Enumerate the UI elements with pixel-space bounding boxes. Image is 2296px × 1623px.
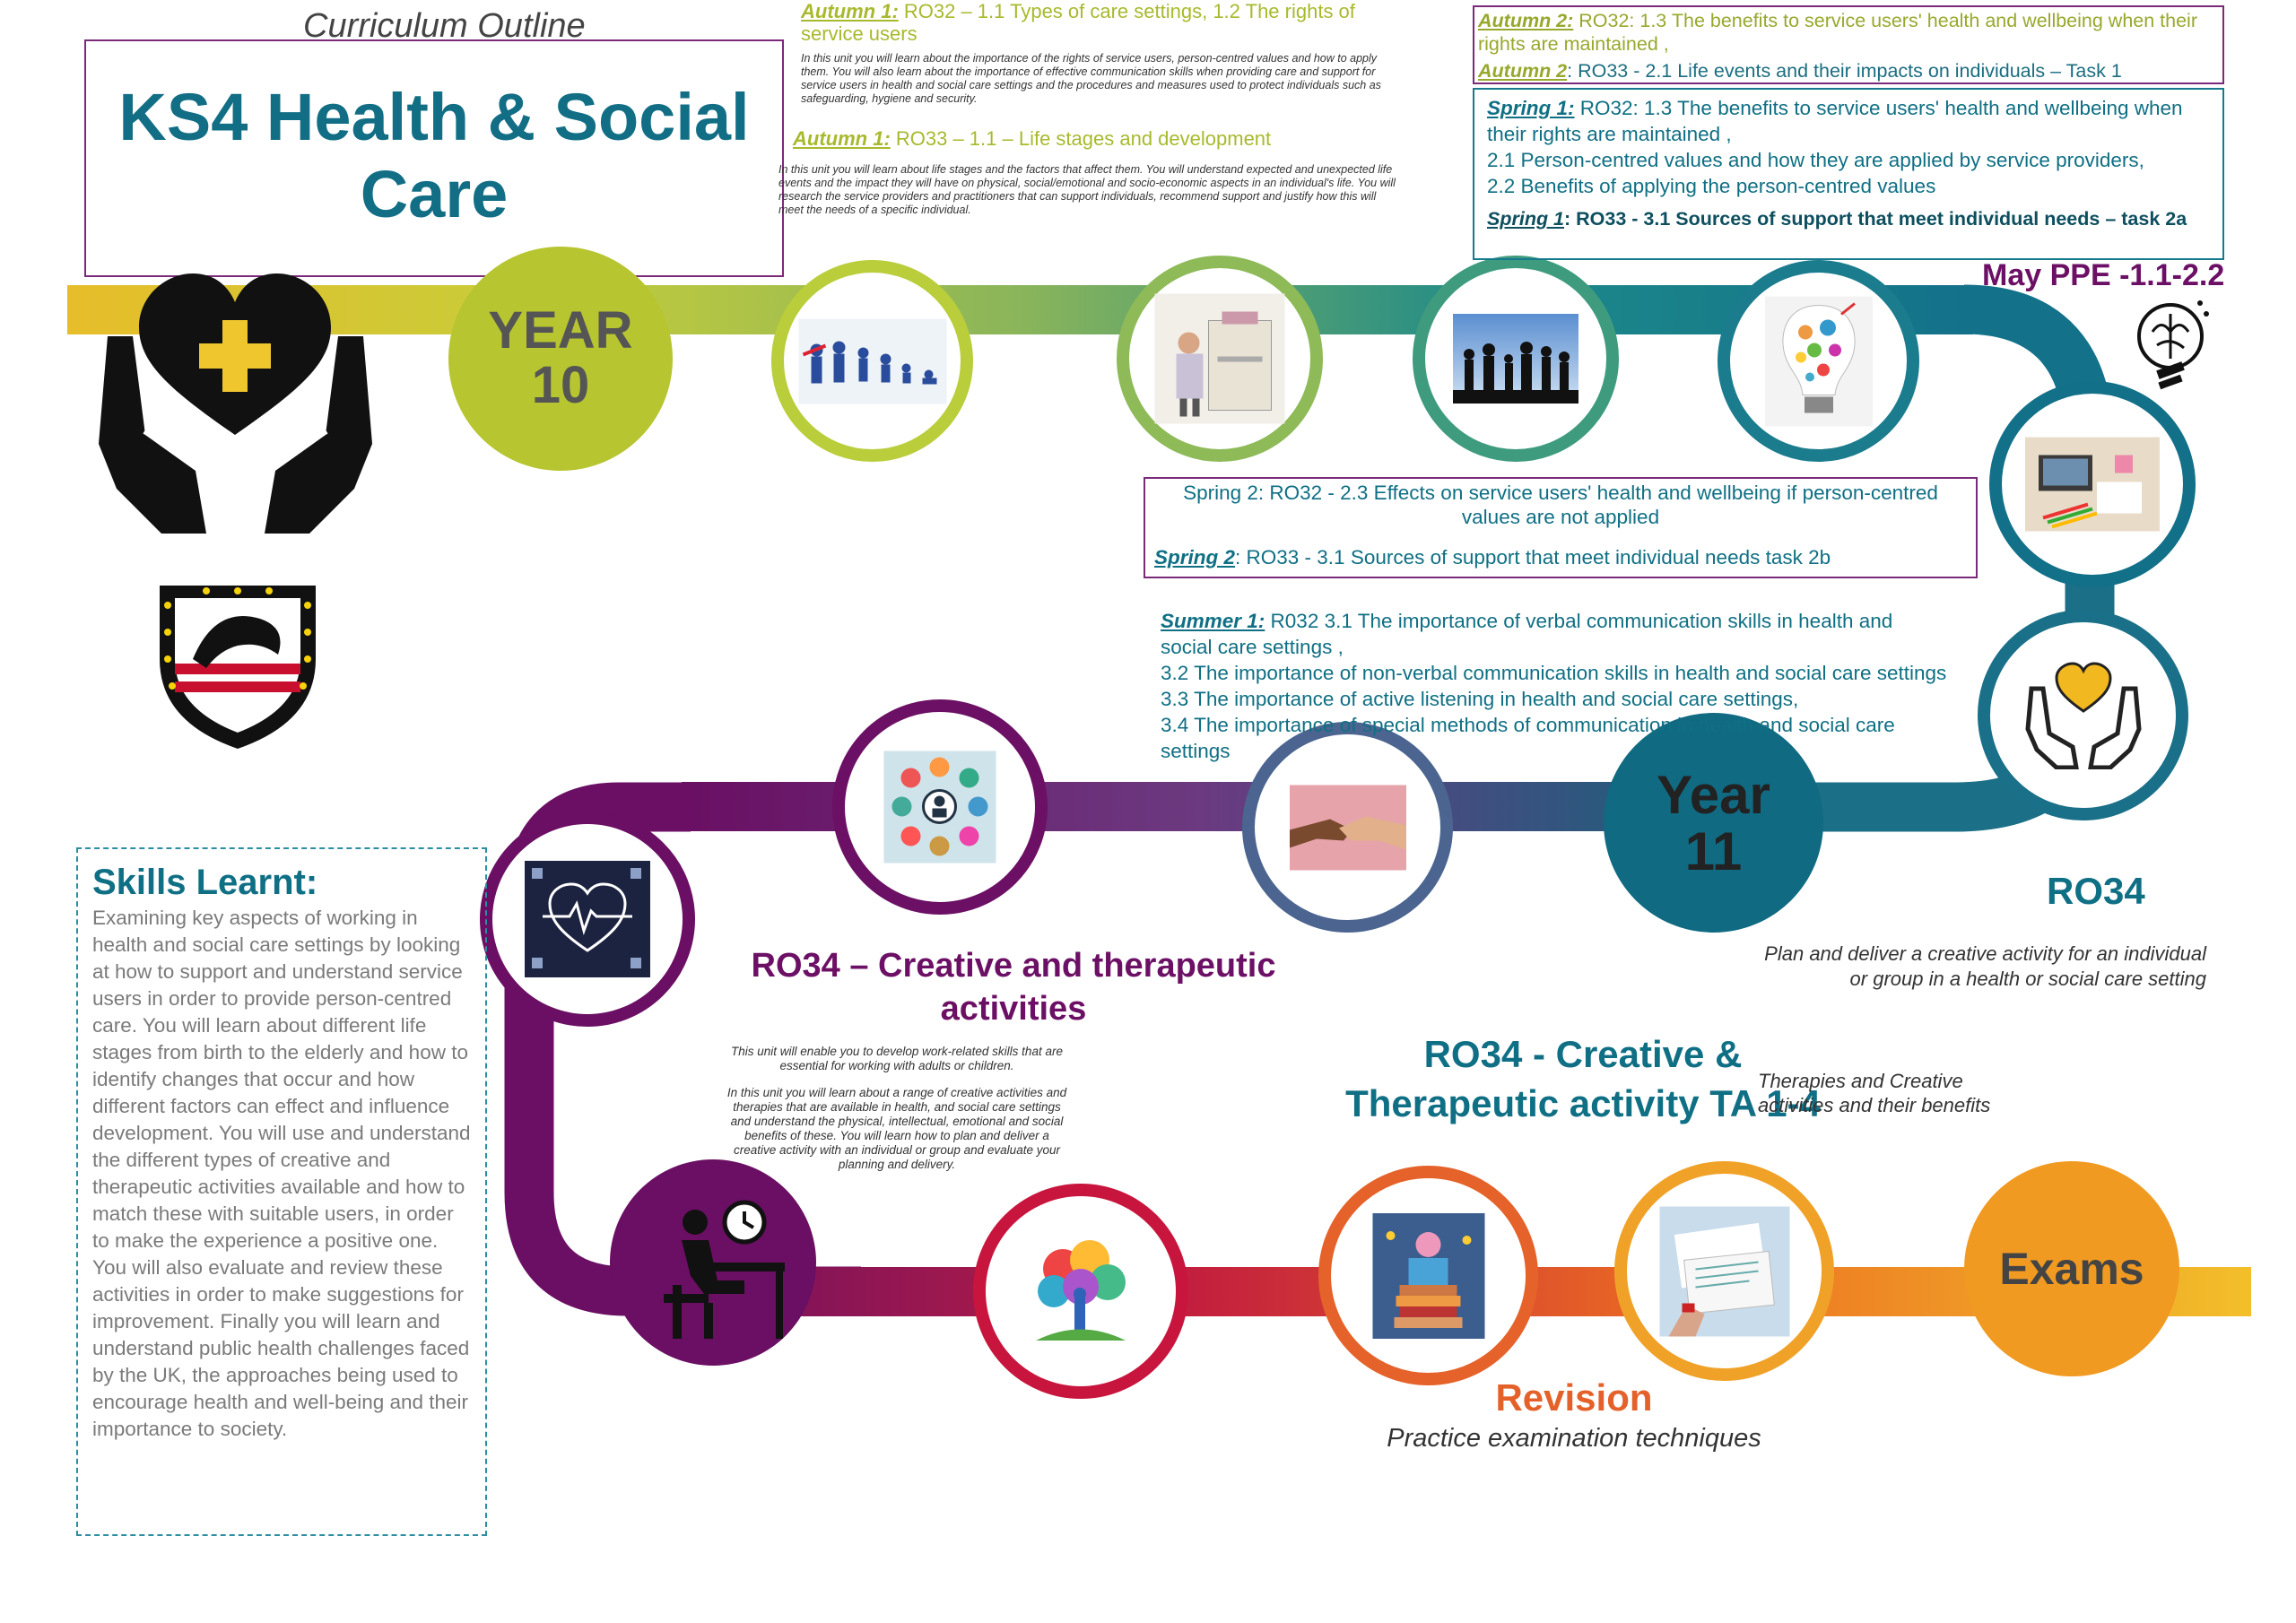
ro34-center-desc2: In this unit you will learn about a range of creative activities and therapies that are available in health, and social care settings and understand the physical, intellectual, emotional and social benefits of these. You will learn how to plan and deliver a creative activity with an individual or group and evaluate your planning and delivery. [726,1086,1067,1171]
autumn1-label: Autumn 1: [801,0,899,22]
spring2-line1: Spring 2: RO32 - 2.3 Effects on service users' health and wellbeing if person-centred values are not applied [1183,482,1938,528]
desk-photo-icon [2025,438,2160,532]
spring1-line2: 2.1 Person-centred values and how they are applied by service providers, [1487,149,2144,171]
autumn2-box [1473,5,2224,84]
node-lightbulb [1718,260,1919,462]
heartbeat-icon [525,861,650,977]
summer1-line2: 3.2 The importance of non-verbal communication skills in health and social care settings [1161,662,1947,684]
ro34-right-description: Plan and deliver a creative activity for an individual or group in a health or social care setting [1764,942,2206,990]
ro34-right-title: RO34 [2047,870,2145,912]
revision-description: Practice examination techniques [1387,1424,1761,1453]
summer1-line4: 3.4 The importance of special methods of communication in health and social care settings [1161,714,1895,762]
revision-title: Revision [1495,1376,1653,1419]
person-at-desk-icon [610,1159,816,1366]
year11-line2: 11 [1684,820,1743,881]
node-tree-people [973,1184,1188,1399]
exams-label: Exams [1999,1243,2144,1294]
node-service-network [832,699,1048,915]
node-life-stages [771,260,973,462]
autumn1b-text: RO33 – 1.1 – Life stages and development [890,127,1272,150]
hands-heart-icon [2021,662,2146,769]
books-student-icon [1372,1213,1484,1339]
autumn1b-label: Autumn 1: [793,127,891,150]
spring1-label: Spring 1: [1487,97,1575,119]
ro34-center-title-line1: RO34 – Creative and therapeutic [751,947,1276,985]
autumn1-life-stages-block [778,127,1406,217]
dolphin-crest-icon [152,578,323,753]
node-person-study [610,1159,816,1366]
node-flashcards [1614,1161,1834,1381]
year10-line2: 10 [531,356,590,414]
autumn2-label2: Autumn 2 [1478,60,1568,82]
autumn1b-description: In this unit you will learn about life stages and the factors that affect them. You will understand expected and unexpected life events and the impact they will have on physical, social/emotional and socio-economic aspects in an individual's life. You will research the service providers and practitioners that can support individuals, recommend support and justify how this will meet the needs of a specific individual. [778,163,1396,216]
spring1-label2: Spring 1 [1487,208,1565,230]
node-care-hands [1978,610,2188,820]
summer1-line3: 3.3 The importance of active listening in health and social care settings, [1161,688,1799,710]
skills-title: Skills Learnt: [92,863,318,902]
may-ppe-label: May PPE -1.1-2.2 [1982,258,2225,292]
spring2-line2: : RO33 - 3.1 Sources of support that meet individual needs task 2b [1235,546,1831,568]
page-title [84,79,784,233]
handshake-icon [1290,785,1406,870]
node-care-setting [1117,256,1323,462]
summer1-line1: R032 3.1 The importance of verbal communication skills in health and social care settings , [1161,610,1893,658]
curriculum-subtitle: Curriculum Outline [303,7,586,45]
autumn2-text1: RO32: 1.3 The benefits to service users' health and wellbeing when their rights are maintained , [1478,10,2197,55]
autumn2-text2: : RO33 - 2.1 Life events and their impacts on individuals – Task 1 [1567,60,2122,82]
ro34-ta-description: Therapies and Creative activities and their benefits [1758,1070,1991,1116]
revision-cards-icon [1659,1206,1789,1336]
year11-line1: Year [1657,764,1770,825]
page-title-line2: Care [360,157,509,231]
year10-badge [448,247,673,471]
people-silhouettes-icon [1453,314,1578,404]
spring1-line4: : RO33 - 3.1 Sources of support that meet individual needs – task 2a [1564,208,2187,230]
exams-badge [1964,1161,2179,1376]
ro34-center-description [726,1045,1067,1172]
spring2-box [1144,477,1978,578]
shop-play-icon [1155,294,1285,424]
ro34-ta-title-line2: Therapeutic activity TA 1-4 [1345,1082,1821,1124]
skills-body: Examining key aspects of working in health and social care settings by looking at how to support and understand service users in order to provide person-centred care. You will learn about different life stages from birth to the elderly and how to identify changes that occur and how different factors can effect and influence development. You will use and understand the different types of creative and therapeutic activities available and how to match these with suitable users, in order to make the experience a positive one. You will also evaluate and review these activities in order to make suggestions for improvement. Finally you will learn and understand public health challenges faced by the UK, the approaches being used to encourage health and well-being and their importance to society. [92,907,471,1440]
spring1-box [1473,88,2224,260]
node-books-study [1318,1166,1538,1385]
summer1-block [1161,608,1950,792]
spring2-label: Spring 2 [1154,546,1236,568]
autumn2-label1: Autumn 2: [1478,10,1574,31]
ro34-ta-title-line1: RO34 - Creative & [1423,1033,1743,1075]
brain-lightbulb-icon [2130,296,2215,399]
tree-people-icon [1022,1233,1139,1350]
spring1-line1: RO32: 1.3 The benefits to service users' health and wellbeing when their rights are maintained , [1487,97,2183,145]
services-network-icon [884,751,996,864]
node-silhouettes [1413,256,1619,462]
page-title-line1: KS4 Health & Social [118,80,750,154]
ro34-center-title [709,944,1318,1030]
skills-box [76,847,487,1536]
node-study-desk [1989,381,2196,587]
summer1-label: Summer 1: [1161,610,1265,632]
ro34-center-desc1: This unit will enable you to develop work-related skills that are essential for working with adults or children. [731,1045,1063,1072]
spring1-line3: 2.2 Benefits of applying the person-centred values [1487,175,1936,197]
ideas-lightbulb-icon [1765,296,1873,426]
ro34-center-title-line2: activities [940,990,1087,1028]
autumn1-rights-block [801,0,1420,106]
autumn1-description: In this unit you will learn about the importance of the rights of service users, person-centred values and how to apply them. You will also learn about the importance of effective communication skills when providing care and support for service users in health and social care settings and the procedures and measures used to protect individuals such as safeguarding, hygiene and security. [801,52,1381,105]
node-heartbeat [480,812,695,1027]
year10-line1: YEAR [488,301,633,360]
life-stages-icon [798,318,946,404]
heart-cross-hands-icon [90,265,381,551]
autumn1-text: RO32 – 1.1 Types of care settings, 1.2 The rights of service users [801,0,1355,45]
